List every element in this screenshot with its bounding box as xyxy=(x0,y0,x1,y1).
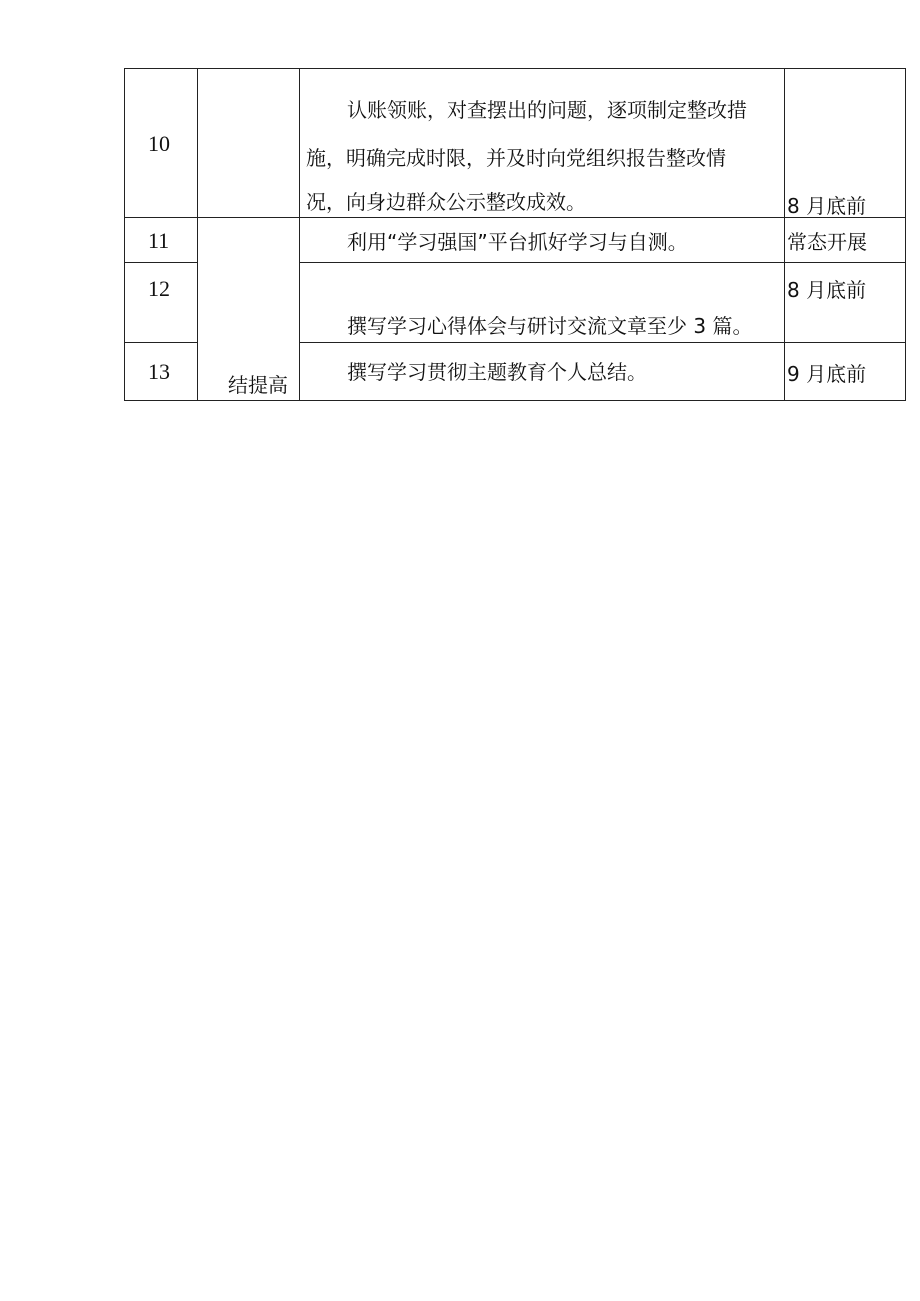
row-divider-11-12-right xyxy=(300,262,906,263)
column-divider-content xyxy=(784,68,785,401)
row-10-content-line-2: 施，明确完成时限，并及时向党组织报告整改情 xyxy=(306,146,726,170)
table-border-bottom xyxy=(124,400,906,401)
table-border-left xyxy=(124,68,125,401)
row-number-13: 13 xyxy=(148,359,170,384)
column-divider-number xyxy=(197,68,198,401)
row-11-deadline: 常态开展 xyxy=(787,230,867,254)
row-number-12: 12 xyxy=(148,276,170,301)
row-10-content-line-1: 认账领账，对查摆出的问题，逐项制定整改措 xyxy=(347,98,747,122)
row-number-10: 10 xyxy=(148,131,170,156)
row-10-content-line-3: 况，向身边群众公示整改成效。 xyxy=(306,190,586,214)
stage-label: 结提高 xyxy=(228,373,288,397)
row-divider-11-12-left xyxy=(124,262,198,263)
row-12-content: 撰写学习心得体会与研讨交流文章至少 3 篇。 xyxy=(347,314,753,338)
row-10-deadline: 8 月底前 xyxy=(787,194,867,218)
table-border-right xyxy=(905,68,906,401)
row-divider-12-13-right xyxy=(300,342,906,343)
row-divider-12-13-left xyxy=(124,342,198,343)
table-border-top xyxy=(124,68,906,69)
row-13-deadline: 9 月底前 xyxy=(787,362,867,386)
column-divider-stage xyxy=(299,68,300,401)
row-12-deadline: 8 月底前 xyxy=(787,278,867,302)
row-13-content: 撰写学习贯彻主题教育个人总结。 xyxy=(347,360,647,384)
row-number-11: 11 xyxy=(148,228,170,253)
row-11-content: 利用“学习强国”平台抓好学习与自测。 xyxy=(347,230,688,254)
